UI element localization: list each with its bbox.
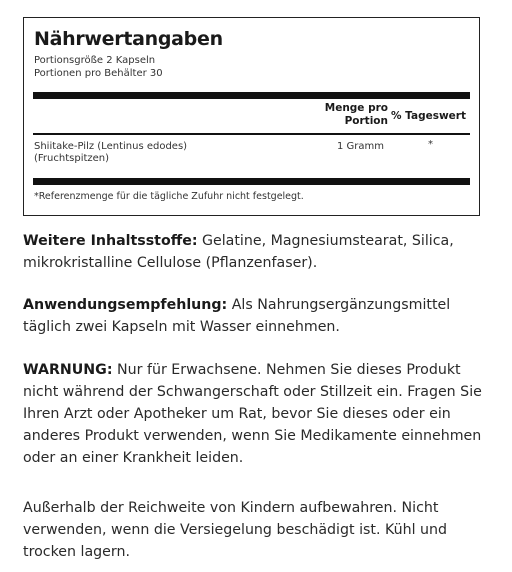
usage-text: Als Nahrungsergänzungsmittel täglich zwei Kapseln mit Wasser einnehmen. [23,297,451,335]
ingredient-daily-value: * [428,139,433,150]
nutrition-facts-panel [23,17,480,216]
other-ingredients-label: Weitere Inhaltsstoffe: [23,233,198,249]
divider-header [33,133,470,135]
warning-label: WARNUNG: [23,362,113,378]
column-header-daily-value: % Tageswert [391,110,466,122]
storage-paragraph [23,497,493,563]
ingredient-amount: 1 Gramm [337,141,385,152]
panel-title: Nährwertangaben [34,28,223,50]
footnote: *Referenzmenge für die tägliche Zufuhr nicht festgelegt. [34,191,304,202]
divider-thick-top [33,92,470,99]
ingredient-name: Shiitake-Pilz (Lentinus edodes) (Fruchtspitzen) [34,141,188,164]
serving-size: Portionsgröße 2 Kapseln [34,55,156,66]
column-header-amount: Menge pro Portion [324,102,388,127]
usage-paragraph [23,294,493,338]
divider-thick-bottom [33,178,470,185]
warning-text: Nur für Erwachsene. Nehmen Sie dieses Produkt nicht während der Schwangerschaft oder Stillzeit ein. Fragen Sie Ihren Arzt oder Apotheker um Rat, bevor Sie dieses oder ein anderes Produkt verwenden, wenn Sie Medikamente einnehmen oder an einer Krankheit leiden. [23,362,482,466]
other-ingredients-paragraph [23,230,493,274]
servings-per-container: Portionen pro Behälter 30 [34,68,163,79]
usage-label: Anwendungsempfehlung: [23,297,228,313]
warning-paragraph [23,359,493,469]
other-ingredients-text: Gelatine, Magnesiumstearat, Silica, mikrokristalline Cellulose (Pflanzenfaser). [23,233,454,271]
storage-text: Außerhalb der Reichweite von Kindern aufbewahren. Nicht verwenden, wenn die Versiegelung beschädigt ist. Kühl und trocken lagern. [23,500,448,560]
